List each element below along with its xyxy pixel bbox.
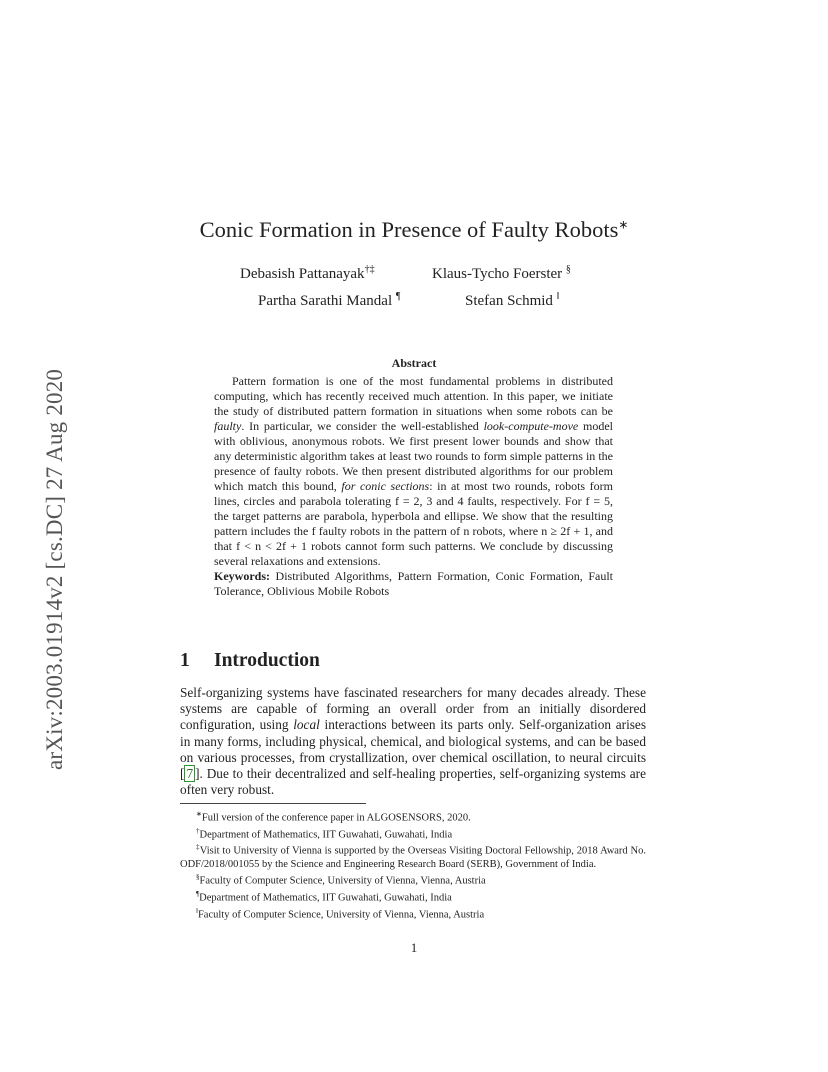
abstract-heading: Abstract — [391, 356, 437, 370]
abstract-model-name: look-compute-move — [483, 419, 579, 433]
footnote — [180, 888, 646, 905]
footnote-mark: ∗ — [196, 810, 202, 818]
footnote-text: Department of Mathematics, IIT Guwahati, Guwahati, India — [199, 892, 452, 904]
author-3-name: Partha Sarathi Mandal — [258, 293, 396, 309]
paper-title — [0, 217, 828, 243]
footnote-divider — [180, 803, 366, 804]
abstract-conic: for conic sections — [341, 479, 430, 493]
abstract-text-d: : in at most two rounds, robots form lines, circles and parabola tolerating f = 2, 3 and 4 faults, respectively. For f = 5, the target patterns are parabola, hyperbola and ellipse. We show that the resulting pattern includes the f faulty robots in the pattern of n robots, where n ≥ 2f + 1, and that f < n < 2f + 1 robots cannot form such patterns. We conclude by discussing several relaxations and extensions. — [214, 479, 614, 568]
footnote — [180, 905, 646, 922]
abstract-text-c: model with oblivious, anonymous robots. We first present lower bounds and show that any deterministic algorithm takes at least two rounds to form simple patterns in the presence of faulty robots. We then present distributed algorithms for our problem which match this bound, — [214, 419, 613, 493]
keywords-line — [214, 569, 613, 599]
intro-local: local — [293, 717, 320, 733]
author-4 — [465, 291, 559, 310]
author-2 — [432, 264, 571, 283]
footnote-text: Faculty of Computer Science, University of Vienna, Vienna, Austria — [199, 875, 486, 887]
section-title: Introduction — [214, 650, 320, 671]
footnote-text: Full version of the conference paper in ALGOSENSORS, 2020. — [201, 812, 471, 824]
footnotes — [180, 808, 646, 921]
abstract-body — [214, 374, 613, 599]
author-3 — [258, 291, 400, 310]
author-1-name: Debasish Pattanayak — [240, 266, 365, 282]
footnote-text: Faculty of Computer Science, University of Vienna, Vienna, Austria — [197, 909, 485, 921]
author-3-marks: ¶ — [395, 291, 401, 302]
author-4-marks: ‖ — [556, 291, 560, 302]
section-heading — [180, 650, 320, 672]
section-number: 1 — [180, 650, 190, 671]
footnote-mark: ¶ — [196, 890, 200, 899]
keywords-list: Distributed Algorithms, Pattern Formation, Conic Formation, Fault Tolerance, Oblivious Mobile Robots — [214, 569, 613, 598]
intro-text-b: interactions between its parts only. Self-organization arises in many forms, including physical, chemical, and biological systems, and can be based on various processes, from crystallization, over chemical oscillation, to neural circuits — [180, 717, 647, 765]
footnote-text: Visit to University of Vienna is supported by the Overseas Visiting Doctoral Fellowship, 2018 Award No. ODF/2018/001055 by the Science and Engineering Research Board (SERB), Government of India. — [180, 845, 647, 871]
footnote-mark: ‡ — [196, 843, 200, 852]
author-1 — [240, 264, 375, 283]
page-number: 1 — [410, 940, 418, 955]
author-1-marks: †‡ — [364, 264, 375, 275]
keywords-label: Keywords: — [214, 569, 270, 583]
abstract-text-b: . In particular, we consider the well-established — [241, 419, 484, 433]
intro-paragraph — [180, 685, 646, 798]
abstract-text-a: Pattern formation is one of the most fundamental problems in distributed computing, which has recently received much attention. In this paper, we initiate the study of distributed pattern formation in situations when some robots can be — [214, 374, 613, 418]
author-2-name: Klaus-Tycho Foerster — [432, 266, 566, 282]
footnote-text: Department of Mathematics, IIT Guwahati, Guwahati, India — [199, 829, 453, 841]
title-footnote-mark: ∗ — [618, 217, 629, 232]
footnote-mark: † — [196, 826, 200, 835]
paper-title-text: Conic Formation in Presence of Faulty Robots — [199, 217, 619, 242]
abstract-paragraph — [214, 374, 613, 569]
author-2-marks: § — [565, 264, 571, 275]
footnote — [180, 808, 646, 825]
intro-text-a: Self-organizing systems have fascinated researchers for many decades already. These systems are capable of forming an overall order from an initially disordered configuration, using — [180, 685, 646, 733]
footnote — [180, 841, 646, 871]
footnote — [180, 825, 646, 842]
footnote-mark: ‖ — [196, 906, 198, 915]
author-4-name: Stefan Schmid — [465, 293, 557, 309]
footnote — [180, 871, 646, 888]
arxiv-sidebar-stamp: arXiv:2003.01914v2 [cs.DC] 27 Aug 2020 — [42, 368, 67, 770]
intro-text: Self-organizing systems have fascinated researchers for many decades already. These systems are capable of forming an overall order from an initially disordered configuration, using local interactions between its parts only. Self-organization arises in many forms, including physical, chemical, and biological systems, and can be based on various processes, from crystallization, over chemical oscillation, to neural circuits [ 7 ]. Due to their decentralized and self-healing properties, self-organizing systems are often very robust. — [180, 685, 647, 798]
abstract-faulty: faulty — [214, 419, 242, 433]
citation-link[interactable]: 7 — [186, 766, 194, 782]
footnote-mark: § — [196, 873, 200, 882]
intro-text-c: . Due to their decentralized and self-healing properties, self-organizing systems are often very robust. — [180, 766, 646, 798]
